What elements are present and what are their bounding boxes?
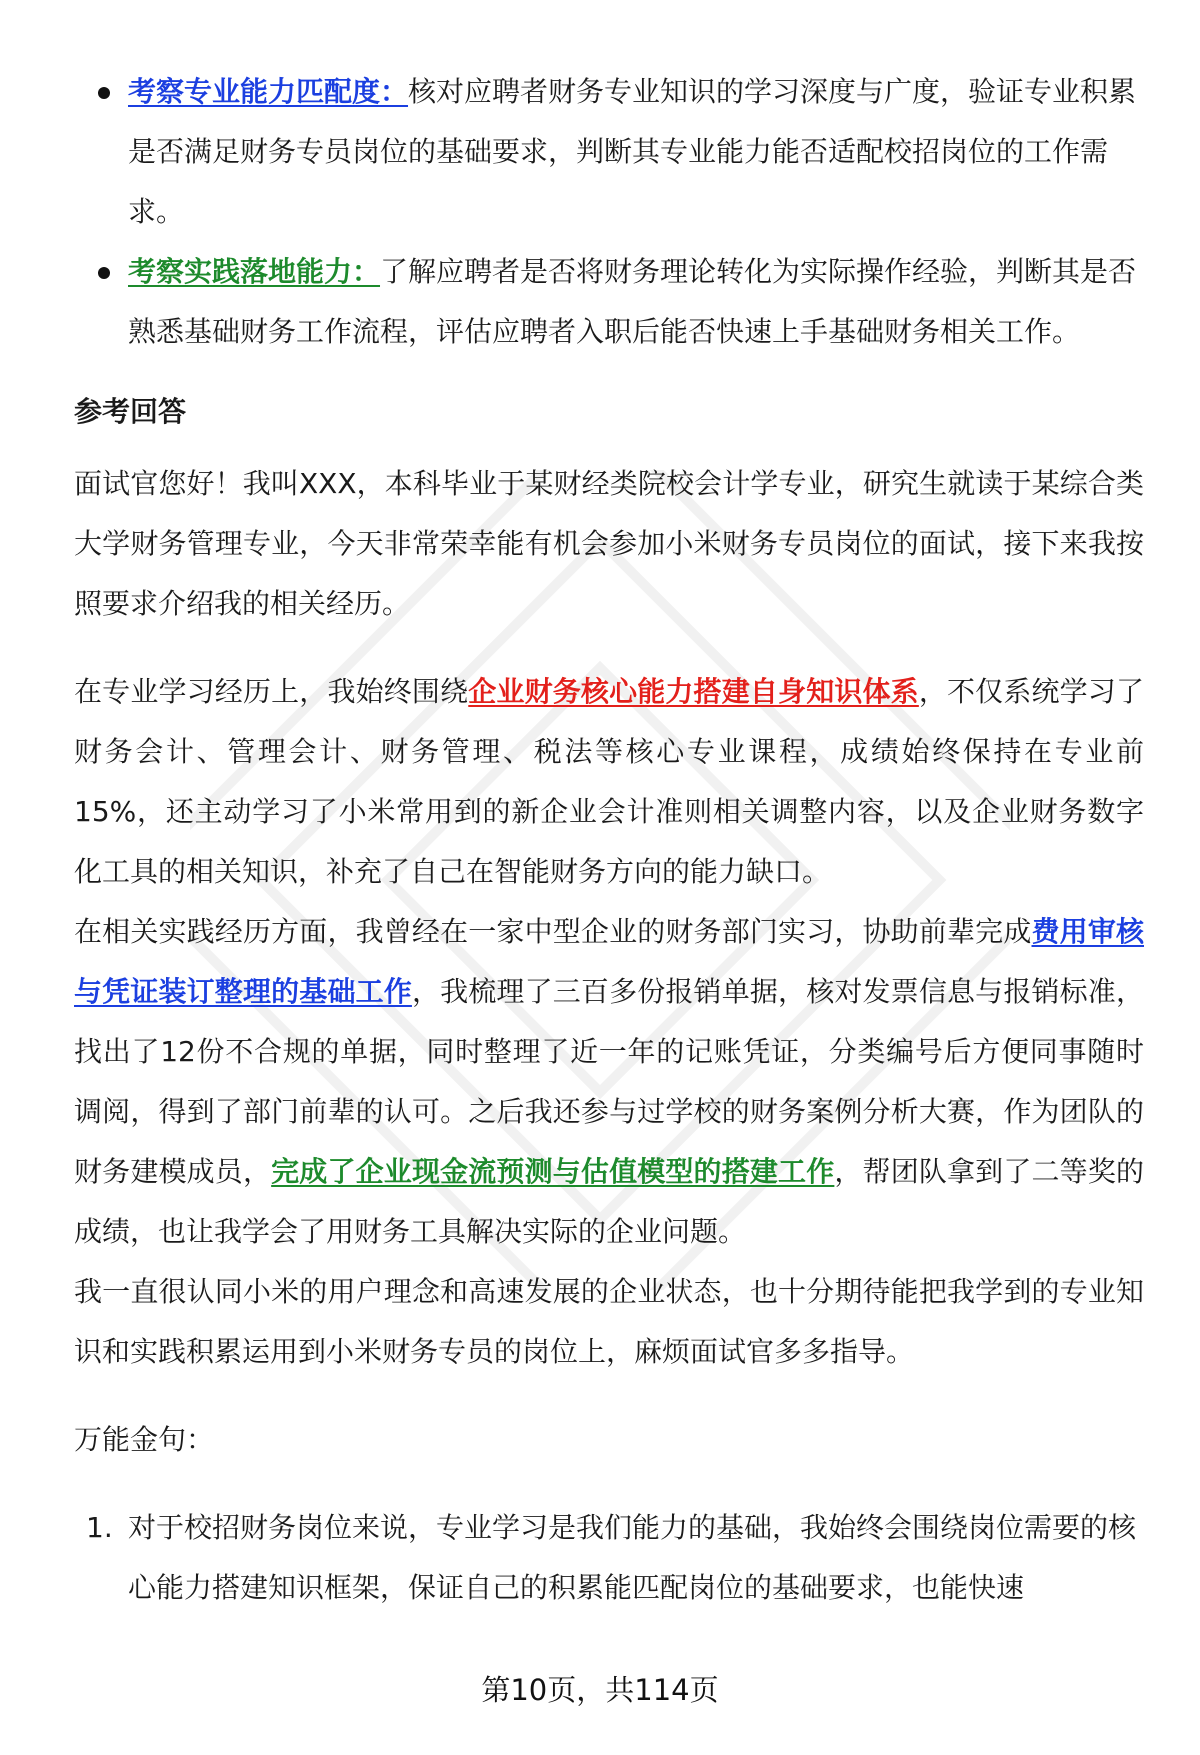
- page-number-footer: 第10页，共114页: [481, 1673, 719, 1707]
- assessment-points-list: [74, 62, 1144, 362]
- practice-highlight-audit: 费用审核与凭证装订整理的基础工作: [74, 915, 1144, 1008]
- content-area: [74, 62, 1144, 1618]
- practice-text-after: ，帮团队拿到了二等奖的成绩，也让我学会了用财务工具解决实际的企业问题。: [74, 1155, 1144, 1248]
- study-text-before: 在专业学习经历上，我始终围绕: [74, 675, 469, 708]
- intro-paragraph: 面试官您好！我叫XXX，本科毕业于某财经类院校会计学专业，研究生就读于某综合类大学财务管理专业，今天非常荣幸能有机会参加小米财务专员岗位的面试，接下来我按照要求介绍我的相关经历。: [74, 467, 1144, 620]
- golden-sentence-text: 对于校招财务岗位来说，专业学习是我们能力的基础，我始终会围绕岗位需要的核心能力搭建知识框架，保证自己的积累能匹配岗位的基础要求，也能快速: [128, 1511, 1137, 1604]
- bullet-dot-icon: [98, 267, 110, 279]
- study-highlight: 企业财务核心能力搭建自身知识体系: [468, 675, 919, 708]
- reference-answer-heading: 参考回答: [74, 395, 187, 428]
- closing-paragraph: 我一直很认同小米的用户理念和高速发展的企业状态，也十分期待能把我学到的专业知识和实践积累运用到小米财务专员的岗位上，麻烦面试官多多指导。: [74, 1275, 1144, 1368]
- practice-highlight-model: 完成了企业现金流预测与估值模型的搭建工作: [271, 1155, 835, 1188]
- bullet-label-practice: 考察实践落地能力：: [128, 255, 381, 288]
- bullet-item-practice: [74, 242, 1144, 362]
- bullet-text-professional: 核对应聘者财务专业知识的学习深度与广度，验证专业积累是否满足财务专员岗位的基础要求，判断其专业能力能否适配校招岗位的工作需求。: [128, 75, 1137, 228]
- bullet-item-professional: [74, 62, 1144, 242]
- practice-text-middle: ，我梳理了三百多份报销单据，核对发票信息与报销标准，找出了12份不合规的单据，同时整理了近一年的记账凭证，分类编号后方便同事随时调阅，得到了部门前辈的认可。之后我还参与过学校的财务案例分析大赛，作为团队的财务建模成员，: [74, 975, 1144, 1188]
- bullet-label-professional: 考察专业能力匹配度：: [128, 75, 409, 108]
- practice-paragraph: [74, 902, 1144, 1262]
- study-paragraph: [74, 662, 1144, 902]
- golden-sentences-heading: 万能金句：: [74, 1423, 215, 1456]
- bullet-text-practice: 了解应聘者是否将财务理论转化为实际操作经验，判断其是否熟悉基础财务工作流程，评估应聘者入职后能否快速上手基础财务相关工作。: [128, 255, 1137, 348]
- golden-sentence-item: [74, 1498, 1144, 1618]
- golden-sentences-list: [74, 1498, 1144, 1618]
- bullet-dot-icon: [98, 87, 110, 99]
- list-number: 1.: [86, 1511, 113, 1544]
- study-text-after: ，不仅系统学习了财务会计、管理会计、财务管理、税法等核心专业课程，成绩始终保持在专业前15%，还主动学习了小米常用到的新企业会计准则相关调整内容，以及企业财务数字化工具的相关知识，补充了自己在智能财务方向的能力缺口。: [74, 675, 1144, 888]
- practice-text-before: 在相关实践经历方面，我曾经在一家中型企业的财务部门实习，协助前辈完成: [74, 915, 1032, 948]
